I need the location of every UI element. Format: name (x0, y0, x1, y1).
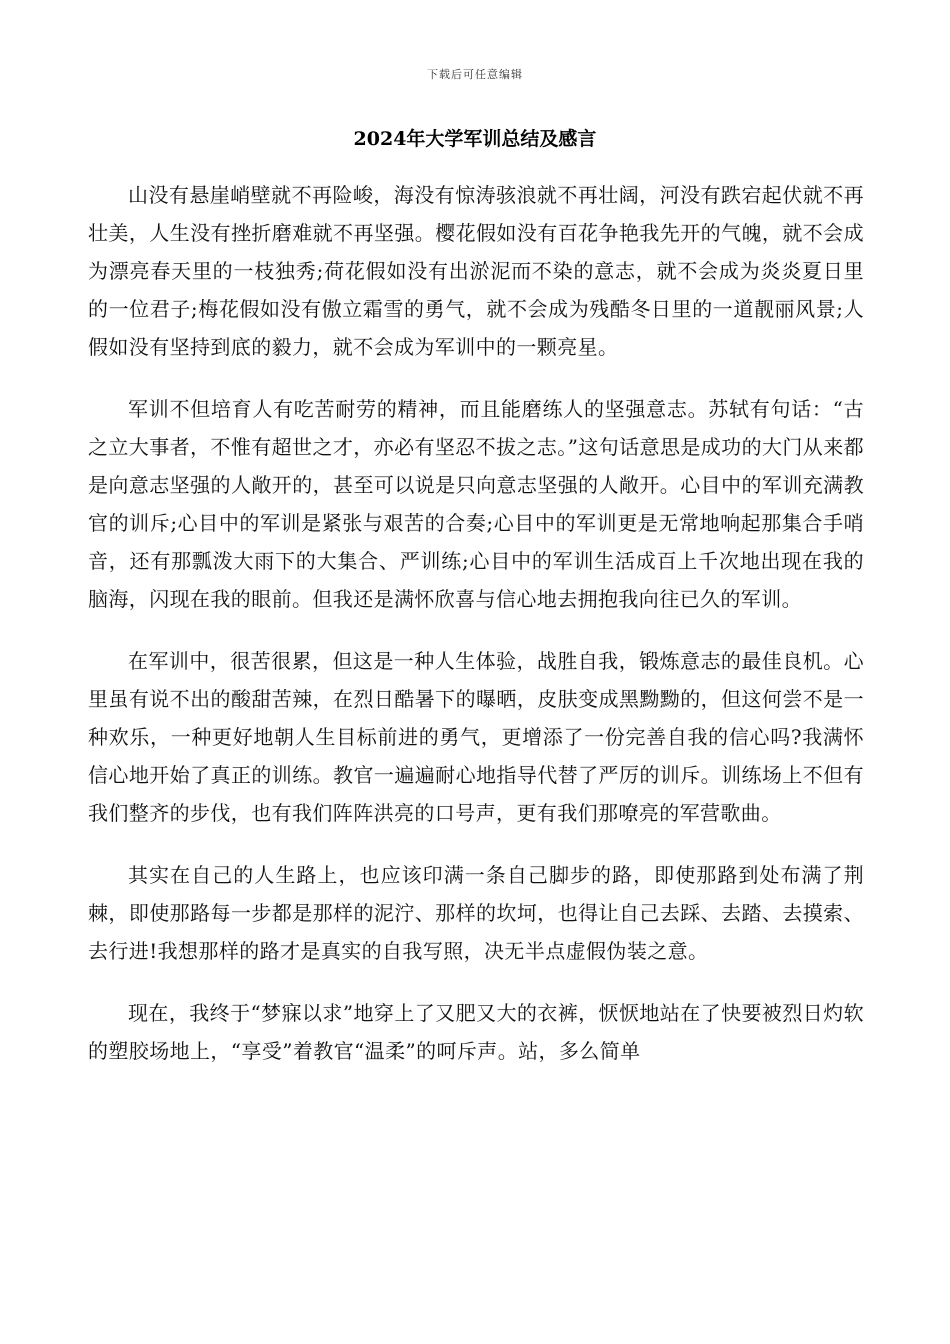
paragraph: 军训不但培育人有吃苦耐劳的精神，而且能磨练人的坚强意志。苏轼有句话：“古之立大事者，不惟有超世之才，亦必有坚忍不拔之志。”这句话意思是成功的大门从来都是向意志坚强的人敞开的，甚至可以说是只向意志坚强的人敞开。心目中的军训充满教官的训斥;心目中的军训是紧张与艰苦的合奏;心目中的军训更是无常地响起那集合手哨音，还有那瓢泼大雨下的大集合、严训练;心目中的军训生活成百上千次地出现在我的脑海，闪现在我的眼前。但我还是满怀欣喜与信心地去拥抱我向往已久的军训。 (88, 397, 864, 611)
paragraph: 其实在自己的人生路上，也应该印满一条自己脚步的路，即使那路到处布满了荆棘，即使那路每一步都是那样的泥泞、那样的坎坷，也得让自己去踩、去踏、去摸索、去行进!我想那样的路才是真实的自我写照，决无半点虚假伪装之意。 (88, 863, 864, 963)
paragraph: 现在，我终于“梦寐以求”地穿上了又肥又大的衣裤，恹恹地站在了快要被烈日灼软的塑胶场地上，“享受”着教官“温柔”的呵斥声。站，多么简单 (88, 1001, 864, 1063)
header-note: 下载后可任意编辑 (427, 68, 523, 81)
document-body (88, 176, 864, 1094)
paragraph: 山没有悬崖峭壁就不再险峻，海没有惊涛骇浪就不再壮阔，河没有跌宕起伏就不再壮美，人生没有挫折磨难就不再坚强。樱花假如没有百花争艳我先开的气魄，就不会成为漂亮春天里的一枝独秀;荷花假如没有出淤泥而不染的意志，就不会成为炎炎夏日里的一位君子;梅花假如没有傲立霜雪的勇气，就不会成为残酷冬日里的一道靓丽风景;人假如没有坚持到底的毅力，就不会成为军训中的一颗亮星。 (88, 183, 864, 359)
paragraph: 在军训中，很苦很累，但这是一种人生体验，战胜自我，锻炼意志的最佳良机。心里虽有说不出的酸甜苦辣，在烈日酷暑下的曝晒，皮肤变成黑黝黝的，但这何尝不是一种欢乐，一种更好地朝人生目标前进的勇气，更增添了一份完善自我的信心吗?我满怀信心地开始了真正的训练。教官一遍遍耐心地指导代替了严厉的训斥。训练场上不但有我们整齐的步伐，也有我们阵阵洪亮的口号声，更有我们那嘹亮的军营歌曲。 (88, 649, 865, 825)
document-title: 2024年大学军训总结及感言 (353, 128, 597, 150)
